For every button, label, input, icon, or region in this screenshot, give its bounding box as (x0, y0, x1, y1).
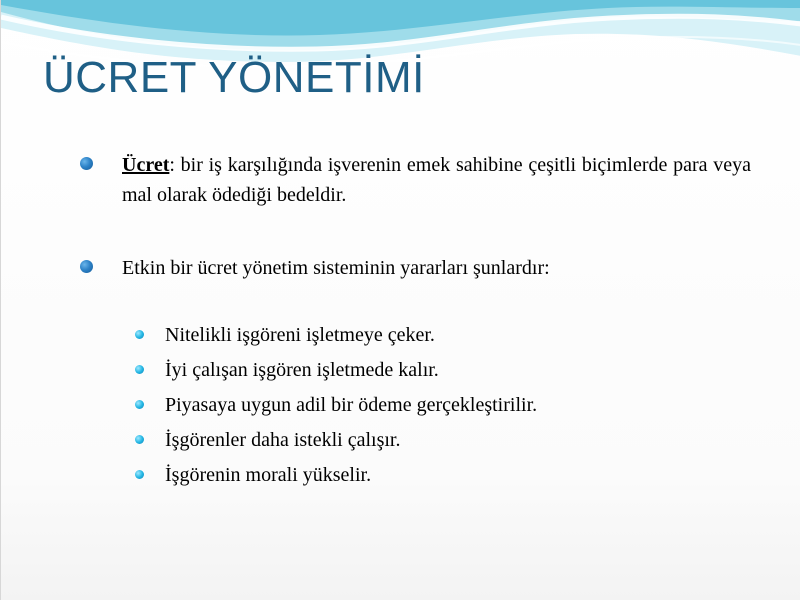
benefit-item (135, 458, 751, 493)
definition-bullet (79, 150, 751, 210)
benefit-text: Nitelikli işgöreni işletmeye çeker. (165, 324, 435, 346)
cyan-circle-bullet-icon (135, 435, 144, 444)
definition-description: : bir iş karşılığında işverenin emek sahibine çeşitli biçimlerde para veya mal olarak ödediği bedeldir. (122, 154, 751, 206)
cyan-circle-bullet-icon (135, 400, 144, 409)
slide-title: ÜCRET YÖNETİMİ (43, 53, 425, 102)
cyan-circle-bullet-icon (135, 365, 144, 374)
benefits-intro-text: Etkin bir ücret yönetim sisteminin yararları şunlardır: (122, 257, 550, 279)
blue-circle-bullet-icon (80, 157, 93, 170)
benefit-text: İşgörenler daha istekli çalışır. (165, 429, 401, 451)
slide-content (79, 150, 751, 493)
definition-term: Ücret (122, 154, 170, 176)
definition-text (122, 150, 751, 210)
cyan-circle-bullet-icon (135, 470, 144, 479)
benefit-item (135, 388, 751, 423)
benefits-intro-bullet (79, 253, 751, 283)
benefit-item (135, 353, 751, 388)
benefits-list (79, 318, 751, 493)
benefit-item (135, 318, 751, 353)
benefit-text: İyi çalışan işgören işletmede kalır. (165, 359, 439, 381)
blue-circle-bullet-icon (80, 260, 93, 273)
benefit-item (135, 423, 751, 458)
cyan-circle-bullet-icon (135, 330, 144, 339)
benefit-text: İşgörenin morali yükselir. (165, 464, 372, 486)
benefit-text: Piyasaya uygun adil bir ödeme gerçekleştirilir. (165, 394, 538, 416)
